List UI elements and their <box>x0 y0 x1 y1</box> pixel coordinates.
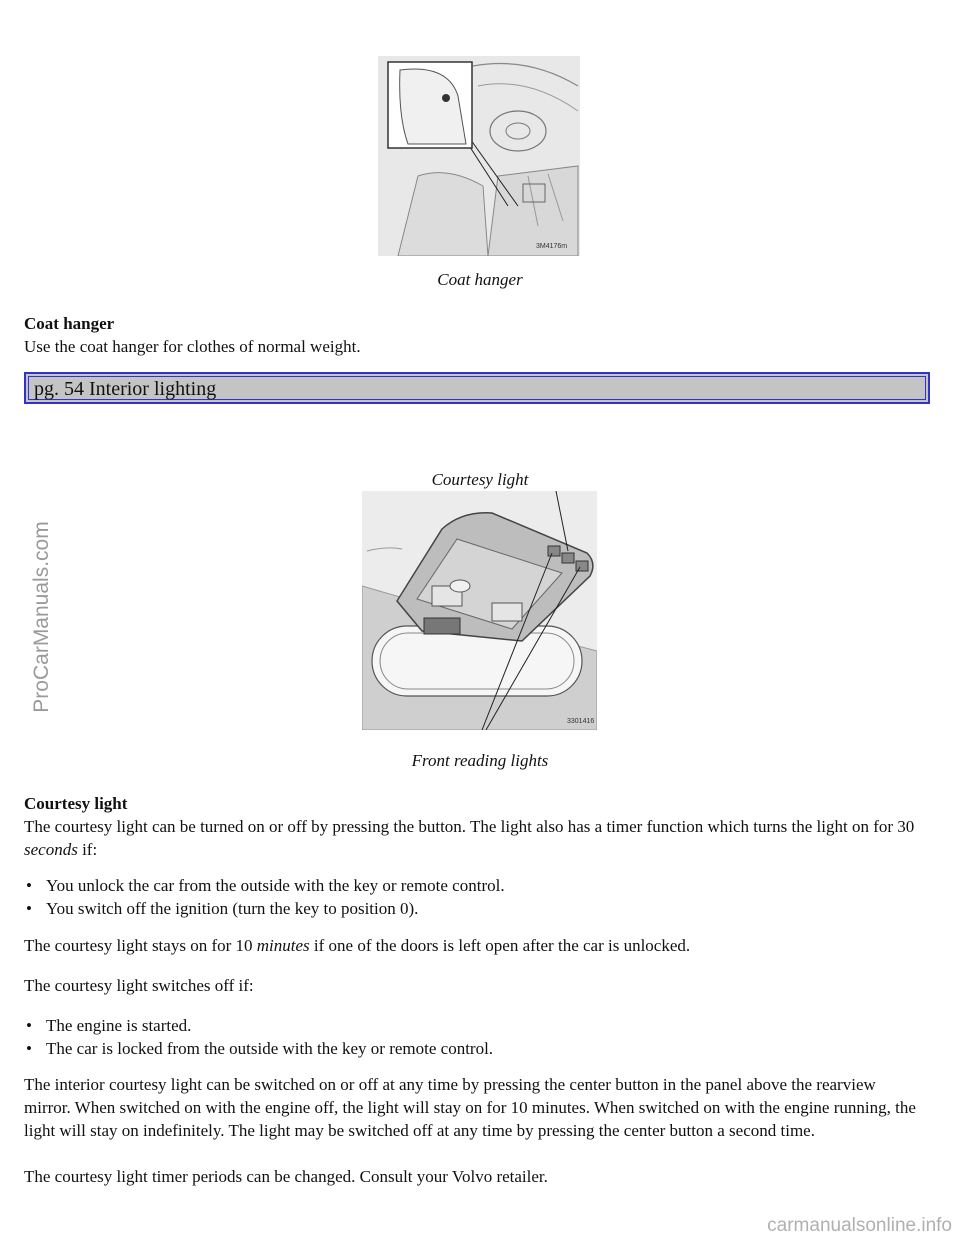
section-header <box>24 372 930 404</box>
interior-light-drawing <box>362 491 597 730</box>
list-item: • You unlock the car from the outside with the key or remote control. <box>24 874 924 897</box>
section-title: pg. 54 Interior lighting <box>28 376 926 400</box>
interior-light-illustration <box>362 491 597 730</box>
courtesy-intro <box>24 815 924 861</box>
coat-hanger-text: Use the coat hanger for clothes of normal weight. <box>24 337 361 356</box>
courtesy-light-label: Courtesy light <box>431 470 529 489</box>
courtesy-intro-text: The courtesy light can be turned on or off by pressing the button. The light also has a timer function which turns the light on for 30 <box>24 817 915 836</box>
switch-off-conditions-list <box>24 1014 924 1060</box>
figure-code: 3301416 <box>567 718 595 725</box>
list-item: • The car is locked from the outside with the key or remote control. <box>24 1037 924 1060</box>
stays-on-start: The courtesy light stays on for 10 <box>24 936 257 955</box>
unlock-conditions-list <box>24 874 924 920</box>
courtesy-intro-emphasis: seconds <box>24 840 78 859</box>
front-reading-lights-label: Front reading lights <box>411 751 549 770</box>
interior-courtesy-text: The interior courtesy light can be switched on or off at any time by pressing the center button in the panel above the rearview mirror. When switched on with the engine off, the light will stay on for 10 minutes. When switched on with the engine running, the light will stay on indefinitely. The light may be switched off at any time by pressing the center button a second time. <box>24 1075 916 1140</box>
timer-text: The courtesy light timer periods can be changed. Consult your Volvo retailer. <box>24 1167 548 1186</box>
side-watermark: ProCarManuals.com <box>30 521 53 713</box>
figure-code: 3M4176m <box>536 243 568 250</box>
list-item: • You switch off the ignition (turn the key to position 0). <box>24 897 924 920</box>
coat-hanger-illustration <box>378 56 580 256</box>
figure-caption: Coat hanger <box>437 270 523 289</box>
switches-off-text: The courtesy light switches off if: <box>24 976 254 995</box>
list-item: • The engine is started. <box>24 1014 924 1037</box>
courtesy-intro-end: if: <box>77 840 98 859</box>
courtesy-heading: Courtesy light <box>24 794 128 813</box>
coat-hanger-drawing <box>378 56 580 256</box>
coat-hanger-heading: Coat hanger <box>24 314 115 333</box>
stays-on-text <box>24 934 924 957</box>
stays-on-end: if one of the doors is left open after the car is unlocked. <box>309 936 691 955</box>
bottom-watermark: carmanualsonline.info <box>767 1215 952 1236</box>
stays-on-emphasis: minutes <box>256 936 310 955</box>
